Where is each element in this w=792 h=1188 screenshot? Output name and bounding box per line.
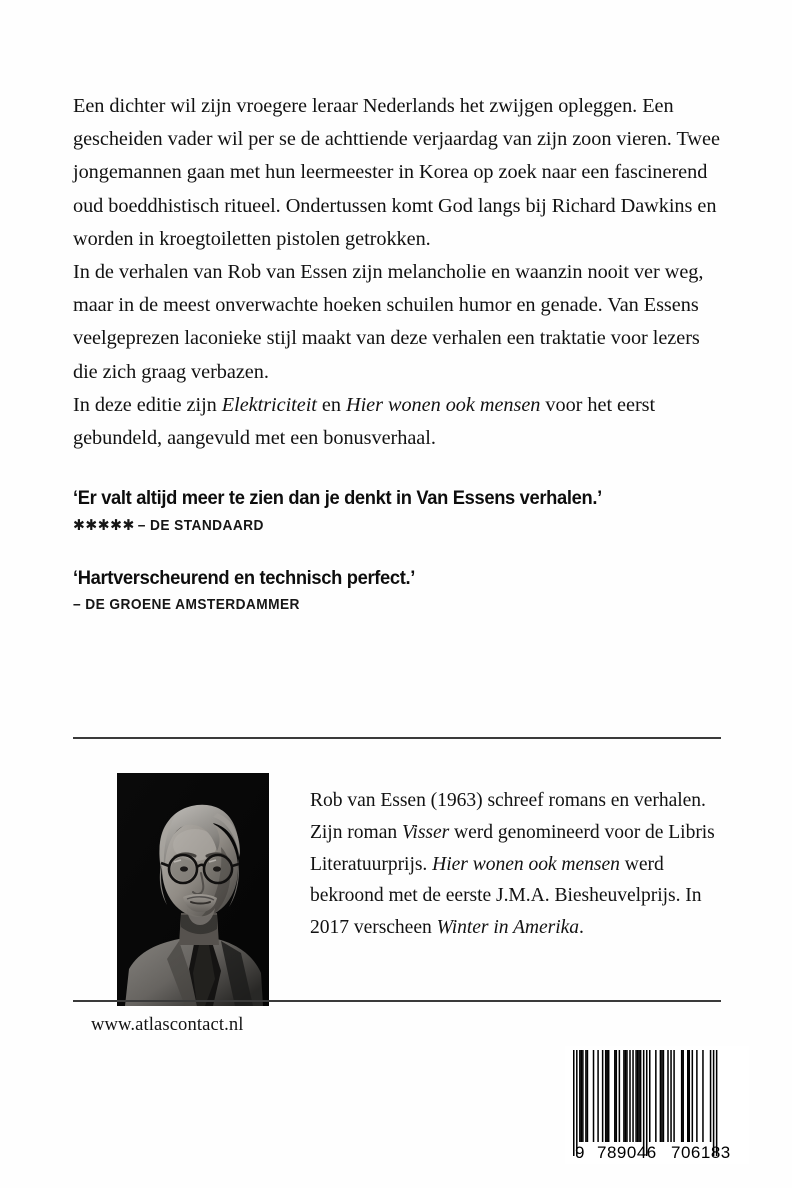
isbn-barcode [565, 1046, 749, 1164]
book-title-italic: Visser [401, 821, 450, 843]
blurb-paragraph-3: In deze editie zijn Elektriciteit en Hier wonen ook mensen voor het eerst gebundeld, aangevuld met een bonusverhaal. [73, 393, 656, 450]
review-block [73, 486, 721, 538]
review-attribution [73, 514, 682, 538]
review-quote: ‘Er valt altijd meer te zien dan je denkt in Van Essens verhalen.’ [73, 488, 602, 509]
review-block [73, 566, 721, 617]
book-title-italic: Hier wonen ook mensen [432, 853, 620, 875]
book-title-italic: Winter in Amerika [436, 917, 580, 939]
review-source-name: – DE GROENE AMSTERDAMMER [73, 597, 300, 613]
divider-below-author [73, 1000, 721, 1002]
author-portrait-photo [117, 773, 269, 1006]
blurb-paragraph-2: In de verhalen van Rob van Essen zijn melancholie en waanzin nooit ver weg, maar in de meest onverwachte hoeken schuilen humor en genade. Van Essens veelgeprezen laconieke stijl maakt van deze verhalen een traktatie voor lezers die zich graag verbazen. [73, 261, 704, 383]
divider-above-author [73, 737, 721, 739]
author-bio-text: Rob van Essen (1963) schreef romans en verhalen. Zijn roman Visser werd genomineerd voor de Libris Literatuurprijs. Hier wonen ook mensen werd bekroond met de eerste J.M.A. Biesheuvelprijs. In 2017 verscheen Winter in Amerika. [310, 790, 715, 939]
review-source-name: – DE STANDAARD [137, 518, 264, 534]
author-bio-section [310, 785, 722, 944]
publisher-website-url[interactable]: www.atlascontact.nl [91, 1014, 244, 1035]
review-quote: ‘Hartverscheurend en technisch perfect.’ [73, 568, 416, 589]
book-title-italic: Hier wonen ook mensen [345, 393, 541, 416]
svg-text:706183: 706183 [671, 1143, 731, 1162]
review-attribution [73, 594, 682, 617]
svg-text:789046: 789046 [597, 1143, 657, 1162]
blurb-section [73, 90, 721, 455]
svg-text:9: 9 [575, 1143, 585, 1162]
blurb-paragraph-1: Een dichter wil zijn vroegere leraar Nederlands het zwijgen opleggen. Een gescheiden vader wil per se de achttiende verjaardag van zijn zoon vieren. Twee jongemannen gaan met hun leermeester in Korea op zoek naar een fascinerend oud boeddhistisch ritueel. Ondertussen komt God langs bij Richard Dawkins en worden in kroegtoiletten pistolen getrokken. [73, 95, 720, 250]
review-quotes-section [73, 486, 721, 617]
star-rating-icon: ✱✱✱✱✱ [73, 517, 135, 534]
book-title-italic: Elektriciteit [221, 393, 317, 416]
